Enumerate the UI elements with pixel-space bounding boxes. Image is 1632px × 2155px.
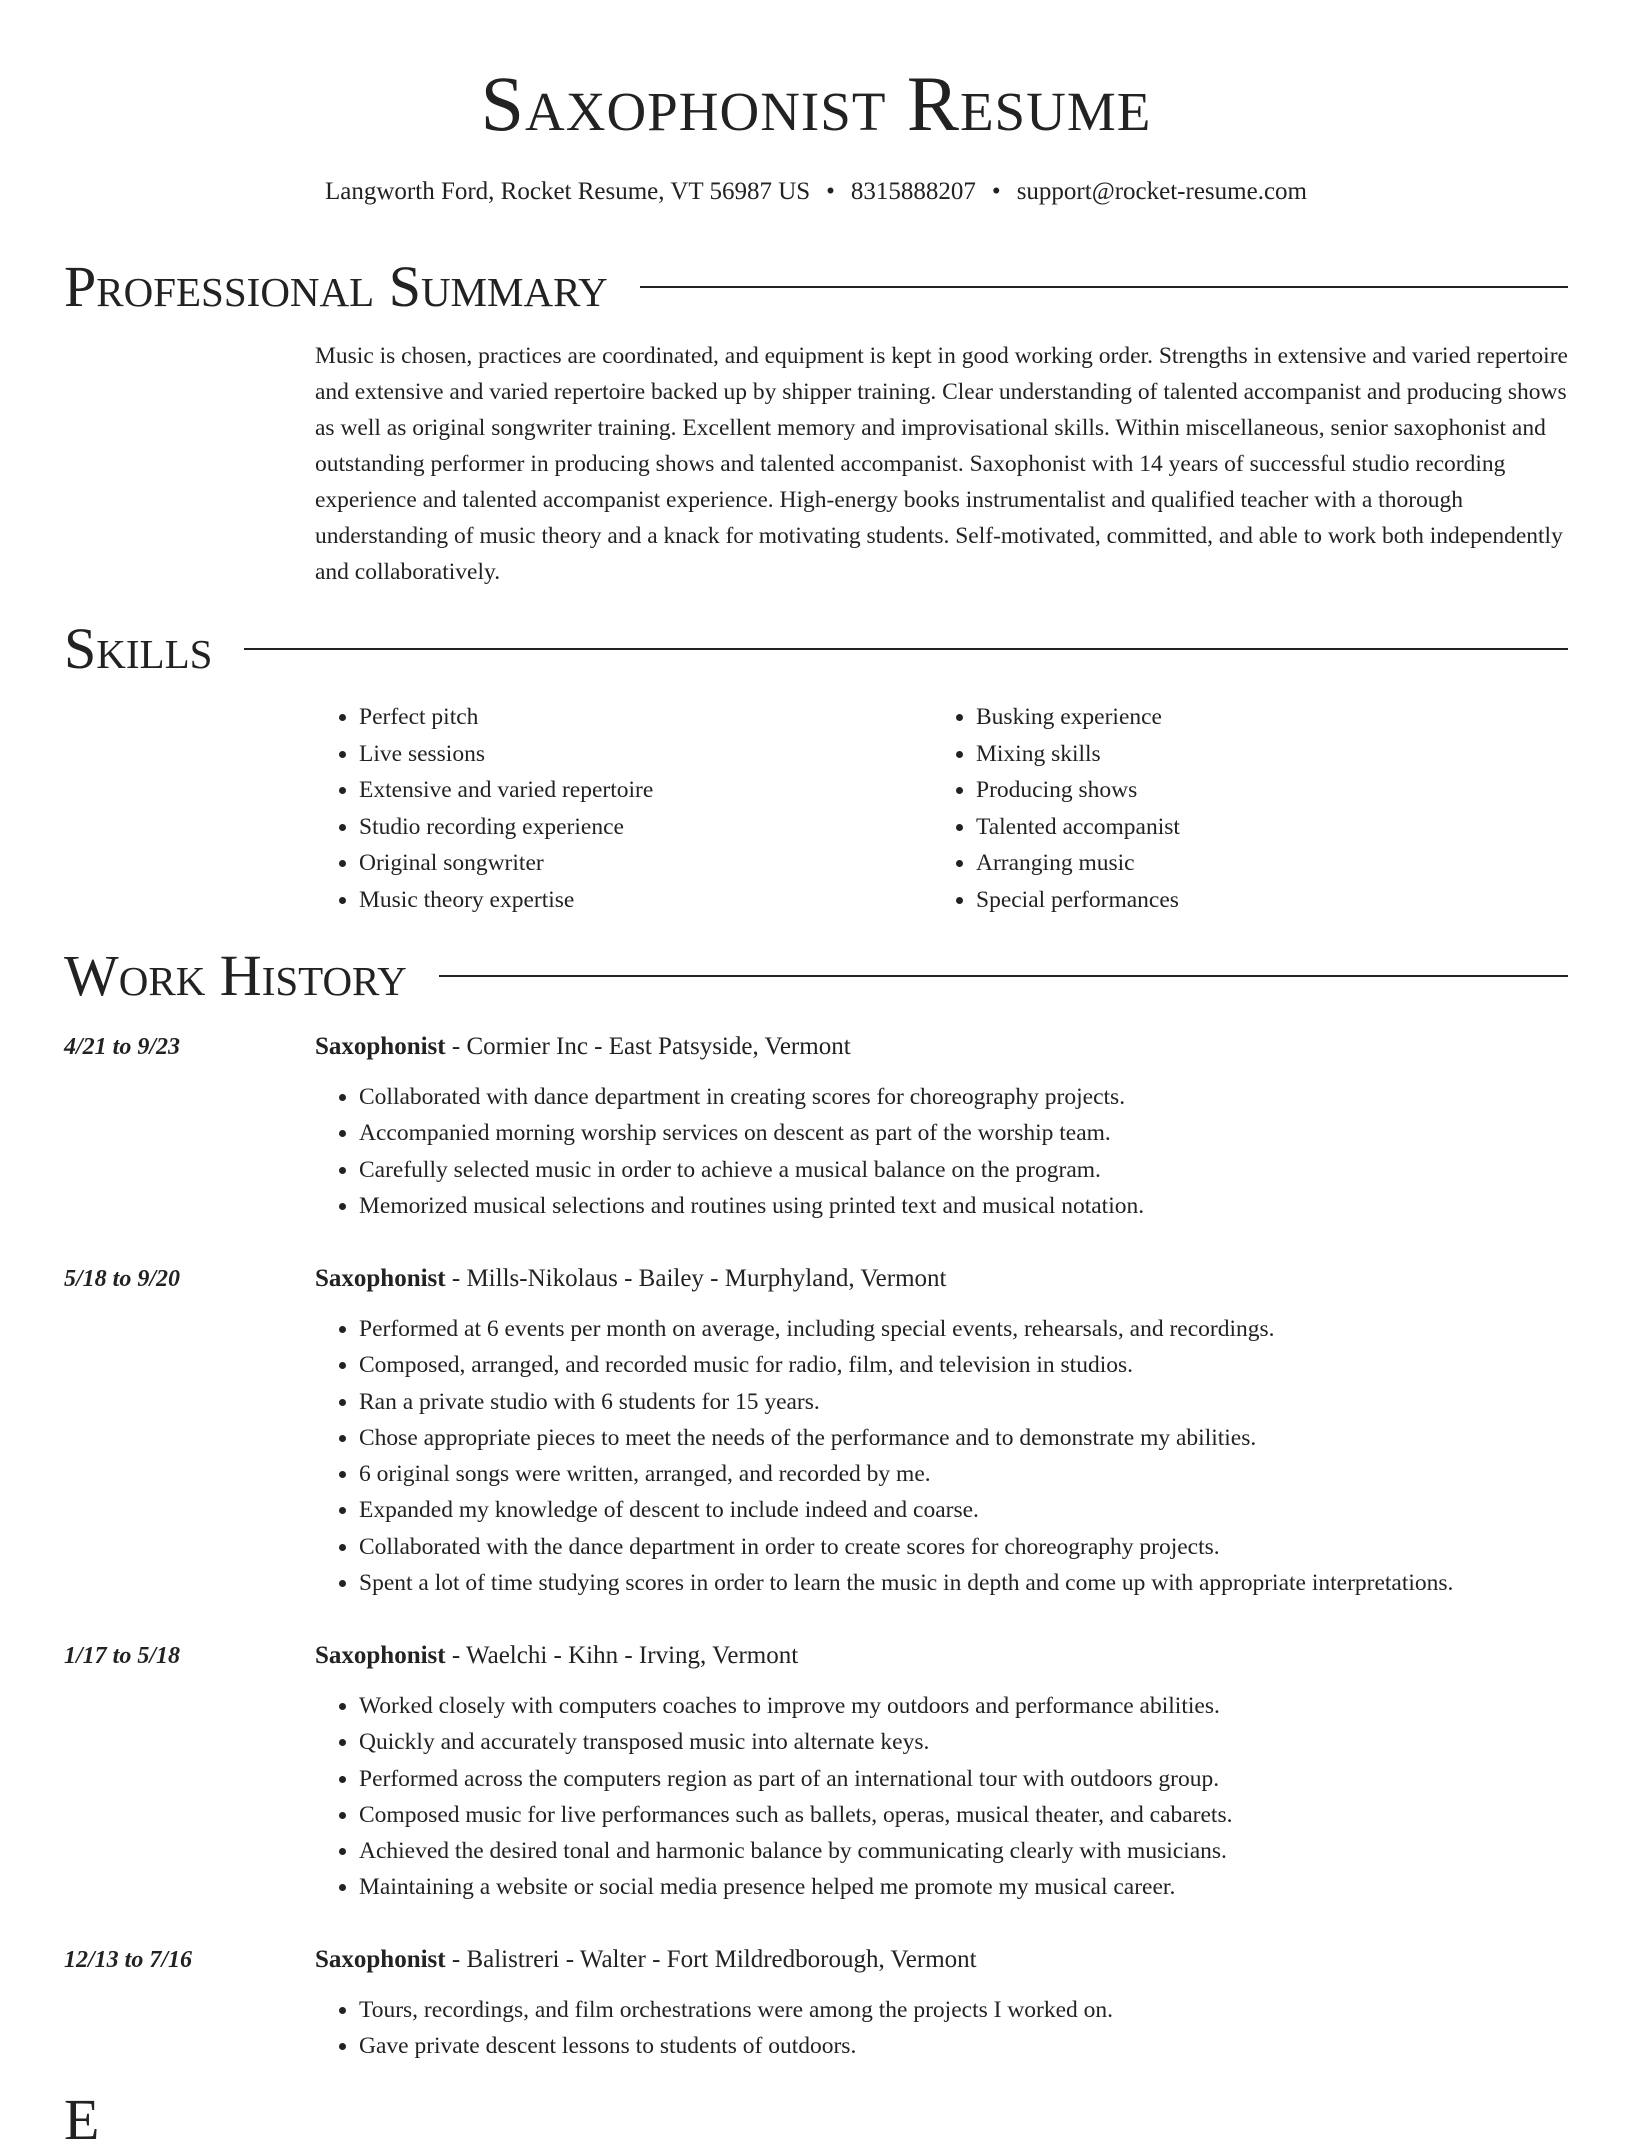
skill-item: • Original songwriter <box>359 845 932 882</box>
job-bullet: • Composed, arranged, and recorded music for radio, film, and television in studios. <box>359 1347 1568 1383</box>
work-heading: Work History <box>64 943 407 1008</box>
summary-text: Music is chosen, practices are coordinated, and equipment is kept in good working order. Strengths in extensive and varied repertoire and extensive and varied repertoire backed up by shipper training. Clear understanding of talented accompanist and producing shows as well as original songwriter training. Excellent memory and improvisational skills. Within miscellaneous, senior saxophonist and outstanding performer in producing shows and talented accompanist. Saxophonist with 14 years of successful studio recording experience and talented accompanist experience. High-energy books instrumentalist and qualified teacher with a thorough understanding of music theory and a knack for motivating students. Self-motivated, committed, and able to work both independently and collaboratively. <box>315 343 1568 585</box>
job-bullet: • Worked closely with computers coaches to improve my outdoors and performance abilities. <box>359 1688 1568 1724</box>
job-bullet: • Collaborated with the dance department in order to create scores for choreography projects. <box>359 1529 1568 1565</box>
skill-item: • Music theory expertise <box>359 882 932 919</box>
job-bullet: • Spent a lot of time studying scores in order to learn the music in depth and come up with appropriate interpretations. <box>359 1565 1568 1601</box>
summary-heading: Professional Summary <box>64 254 608 319</box>
skill-item: • Busking experience <box>976 699 1549 736</box>
skill-item: • Live sessions <box>359 736 932 773</box>
skill-item: • Special performances <box>976 882 1549 919</box>
job-bullet: • Tours, recordings, and film orchestrations were among the projects I worked on. <box>359 1992 1568 2028</box>
job-details: - Balistreri - Walter - Fort Mildredborough, Vermont <box>445 1946 977 1973</box>
contact-email: support@rocket-resume.com <box>1016 178 1307 205</box>
job-dates: 1/17 to 5/18 <box>64 1643 181 1669</box>
skills-list <box>315 699 1568 918</box>
contact-line <box>64 174 1568 210</box>
skill-item: • Producing shows <box>976 772 1549 809</box>
job-bullet: • Memorized musical selections and routines using printed text and musical notation. <box>359 1188 1568 1224</box>
job-heading <box>315 1259 947 1299</box>
job-title: Saxophonist <box>315 1265 446 1292</box>
job-bullets <box>315 1688 1568 1906</box>
summary-section-header <box>64 252 1568 322</box>
job-bullet: • Collaborated with dance department in creating scores for choreography projects. <box>359 1079 1568 1115</box>
section-divider <box>439 975 1568 977</box>
job-bullet: • Composed music for live performances such as ballets, operas, musical theater, and cabarets. <box>359 1797 1568 1833</box>
section-divider <box>244 648 1568 650</box>
contact-phone: 8315888207 <box>850 178 976 205</box>
job-title: Saxophonist <box>315 1033 446 1060</box>
job-bullets <box>315 1311 1568 1601</box>
job-details: - Mills-Nikolaus - Bailey - Murphyland, Vermont <box>445 1265 947 1292</box>
job-bullets <box>315 1992 1568 2065</box>
next-section-heading-partial: E <box>64 2087 100 2152</box>
job-bullet: • Gave private descent lessons to students of outdoors. <box>359 2028 1568 2064</box>
job-bullet: • Accompanied morning worship services on descent as part of the worship team. <box>359 1115 1568 1151</box>
section-divider <box>640 286 1568 288</box>
job-title: Saxophonist <box>315 1642 446 1669</box>
skill-item: • Mixing skills <box>976 736 1549 773</box>
job-bullet: • Quickly and accurately transposed music into alternate keys. <box>359 1724 1568 1760</box>
job-dates: 5/18 to 9/20 <box>64 1266 181 1292</box>
job-details: - Cormier Inc - East Patsyside, Vermont <box>445 1033 851 1060</box>
job-bullet: • 6 original songs were written, arranged, and recorded by me. <box>359 1456 1568 1492</box>
job-details: - Waelchi - Kihn - Irving, Vermont <box>445 1642 799 1669</box>
job-bullet: • Carefully selected music in order to achieve a musical balance on the program. <box>359 1152 1568 1188</box>
job-bullet: • Maintaining a website or social media presence helped me promote my musical career. <box>359 1869 1568 1905</box>
skills-heading: Skills <box>64 616 213 681</box>
job-heading <box>315 1940 977 1980</box>
job-bullet: • Chose appropriate pieces to meet the needs of the performance and to demonstrate my abilities. <box>359 1420 1568 1456</box>
skill-item: • Studio recording experience <box>359 809 932 846</box>
skills-column-left <box>315 699 932 918</box>
resume-title: Saxophonist Resume <box>480 60 1152 147</box>
job-bullet: • Expanded my knowledge of descent to include indeed and coarse. <box>359 1492 1568 1528</box>
skill-item: • Talented accompanist <box>976 809 1549 846</box>
job-bullet: • Performed at 6 events per month on average, including special events, rehearsals, and recordings. <box>359 1311 1568 1347</box>
contact-address: Langworth Ford, Rocket Resume, VT 56987 US <box>325 178 811 205</box>
job-dates: 4/21 to 9/23 <box>64 1034 181 1060</box>
job-bullet: • Ran a private studio with 6 students for 15 years. <box>359 1384 1568 1420</box>
job-bullet: • Performed across the computers region as part of an international tour with outdoors group. <box>359 1761 1568 1797</box>
skill-item: • Extensive and varied repertoire <box>359 772 932 809</box>
job-heading <box>315 1636 798 1676</box>
job-heading <box>315 1027 851 1067</box>
job-bullet: • Achieved the desired tonal and harmonic balance by communicating clearly with musicians. <box>359 1833 1568 1869</box>
skills-section-header <box>64 614 1568 684</box>
contact-separator: • <box>991 178 1001 205</box>
contact-separator: • <box>826 178 835 205</box>
job-dates: 12/13 to 7/16 <box>64 1947 193 1973</box>
work-section-header <box>64 941 1568 1011</box>
job-bullets <box>315 1079 1568 1224</box>
job-title: Saxophonist <box>315 1946 446 1973</box>
skill-item: • Perfect pitch <box>359 699 932 736</box>
skill-item: • Arranging music <box>976 845 1549 882</box>
skills-column-right <box>932 699 1549 918</box>
